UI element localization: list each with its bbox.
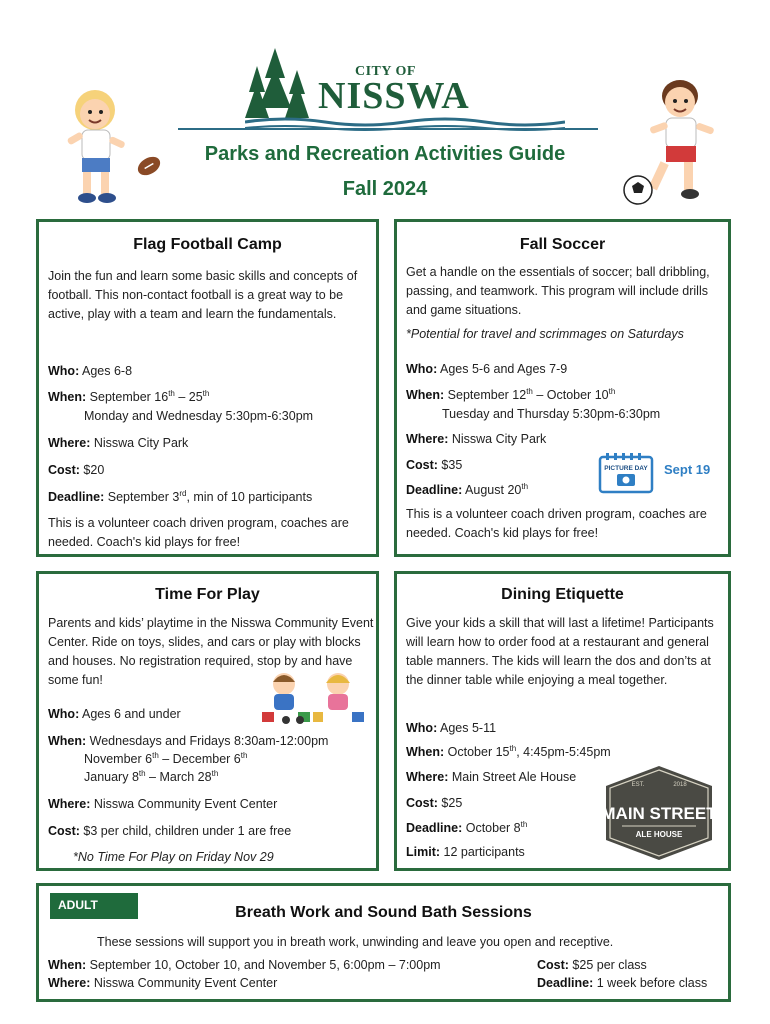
- ale-logo-main: MAIN STREET: [601, 804, 717, 823]
- flag-football-where: Where: Nisswa City Park: [48, 436, 189, 450]
- page-title: Parks and Recreation Activities Guide: [204, 143, 566, 165]
- fall-soccer-days: Tuesday and Thursday 5:30pm-6:30pm: [442, 407, 661, 421]
- flag-football-cost: Cost: $20: [48, 463, 105, 477]
- dining-etiquette-limit: Limit: 12 participants: [406, 845, 525, 859]
- dining-etiquette-when: When: October 15th, 4:45pm-5:45pm: [406, 743, 611, 759]
- fall-soccer-section: [394, 219, 731, 557]
- breath-work-where: Where: Nisswa Community Event Center: [48, 976, 278, 990]
- flag-football-when: When: September 16th – 25th: [48, 388, 210, 404]
- dining-etiquette-deadline: Deadline: October 8th: [406, 819, 528, 835]
- time-for-play-when-line3: January 8th – March 28th: [84, 768, 219, 784]
- flag-football-section: [36, 219, 379, 557]
- breath-work-section: [36, 883, 731, 1002]
- picture-day-date: Sept 19: [664, 462, 711, 477]
- picture-day-calendar-icon: [598, 452, 654, 494]
- dining-etiquette-description: Give your kids a skill that will last a lifetime! Participants will learn how to order food at a restaurant and general table manners. The kids will learn the dos and don’ts at the dinner table while enjoying a meal together.: [406, 616, 714, 687]
- time-for-play-when-line2: November 6th – December 6th: [84, 750, 248, 766]
- time-for-play-description: Parents and kids’ playtime in the Nisswa Community Event Center. Ride on toys, slides, and cars or play with blocks and houses. No registration required, stop by and have some fun!: [48, 616, 374, 687]
- dining-etiquette-title: Dining Etiquette: [501, 586, 624, 603]
- time-for-play-title: Time For Play: [155, 586, 260, 603]
- breath-work-deadline: Deadline: 1 week before class: [537, 976, 708, 990]
- page-subtitle: Fall 2024: [342, 178, 428, 200]
- main-street-ale-house-logo: [600, 764, 718, 862]
- fall-soccer-footer: This is a volunteer coach driven program, coaches are needed. Coach's kid plays for free!: [406, 507, 707, 540]
- logo-name-text: NISSWA: [318, 75, 470, 117]
- fall-soccer-deadline: Deadline: August 20th: [406, 481, 529, 497]
- adult-badge: ADULT: [50, 893, 138, 919]
- logo-city-text: CITY OF: [355, 64, 416, 79]
- fall-soccer-title: Fall Soccer: [519, 236, 606, 253]
- fall-soccer-when: When: September 12th – October 10th: [406, 386, 616, 402]
- picture-day-label: PICTURE DAY: [604, 465, 648, 472]
- breath-work-cost: Cost: $25 per class: [537, 958, 647, 972]
- time-for-play-cost: Cost: $3 per child, children under 1 are free: [48, 824, 292, 838]
- fall-soccer-description: Get a handle on the essentials of soccer; ball dribbling, passing, and teamwork. This program will include drills and game situations.: [406, 265, 710, 317]
- breath-work-description: These sessions will support you in breath work, unwinding and leave you open and receptive.: [97, 935, 614, 949]
- time-for-play-when: When: Wednesdays and Fridays 8:30am-12:00pm: [48, 734, 329, 748]
- flag-football-title: Flag Football Camp: [133, 236, 282, 253]
- flag-football-footer: This is a volunteer coach driven program, coaches are needed. Coach's kid plays for free!: [48, 516, 349, 549]
- flag-football-days: Monday and Wednesday 5:30pm-6:30pm: [84, 409, 314, 423]
- header-divider: [178, 128, 598, 130]
- flag-football-who: Who: Ages 6-8: [48, 364, 133, 378]
- fall-soccer-who: Who: Ages 5-6 and Ages 7-9: [406, 362, 568, 376]
- fall-soccer-where: Where: Nisswa City Park: [406, 432, 547, 446]
- time-for-play-note: *No Time For Play on Friday Nov 29: [73, 850, 274, 864]
- ale-logo-year: 2018: [673, 782, 687, 788]
- page-header: [0, 0, 770, 215]
- toddlers-playing-illustration: [258, 668, 368, 726]
- flag-football-deadline: Deadline: September 3rd, min of 10 participants: [48, 488, 313, 504]
- ale-logo-est: EST.: [631, 782, 645, 788]
- breath-work-when: When: September 10, October 10, and November 5, 6:00pm – 7:00pm: [48, 958, 441, 972]
- time-for-play-who: Who: Ages 6 and under: [48, 707, 181, 721]
- dining-etiquette-where: Where: Main Street Ale House: [406, 770, 577, 784]
- soccer-kid-illustration: [620, 72, 730, 207]
- breath-work-title: Breath Work and Sound Bath Sessions: [235, 904, 532, 921]
- time-for-play-where: Where: Nisswa Community Event Center: [48, 797, 278, 811]
- dining-etiquette-cost: Cost: $25: [406, 796, 463, 810]
- fall-soccer-note: *Potential for travel and scrimmages on Saturdays: [406, 327, 684, 341]
- dining-etiquette-who: Who: Ages 5-11: [406, 721, 497, 735]
- fall-soccer-cost: Cost: $35: [406, 458, 463, 472]
- ale-logo-sub: ALE HOUSE: [635, 830, 683, 839]
- flag-football-description: Join the fun and learn some basic skills and concepts of football. This non-contact football is a great way to be active, play with a team and learn the fundamentals.: [48, 269, 358, 321]
